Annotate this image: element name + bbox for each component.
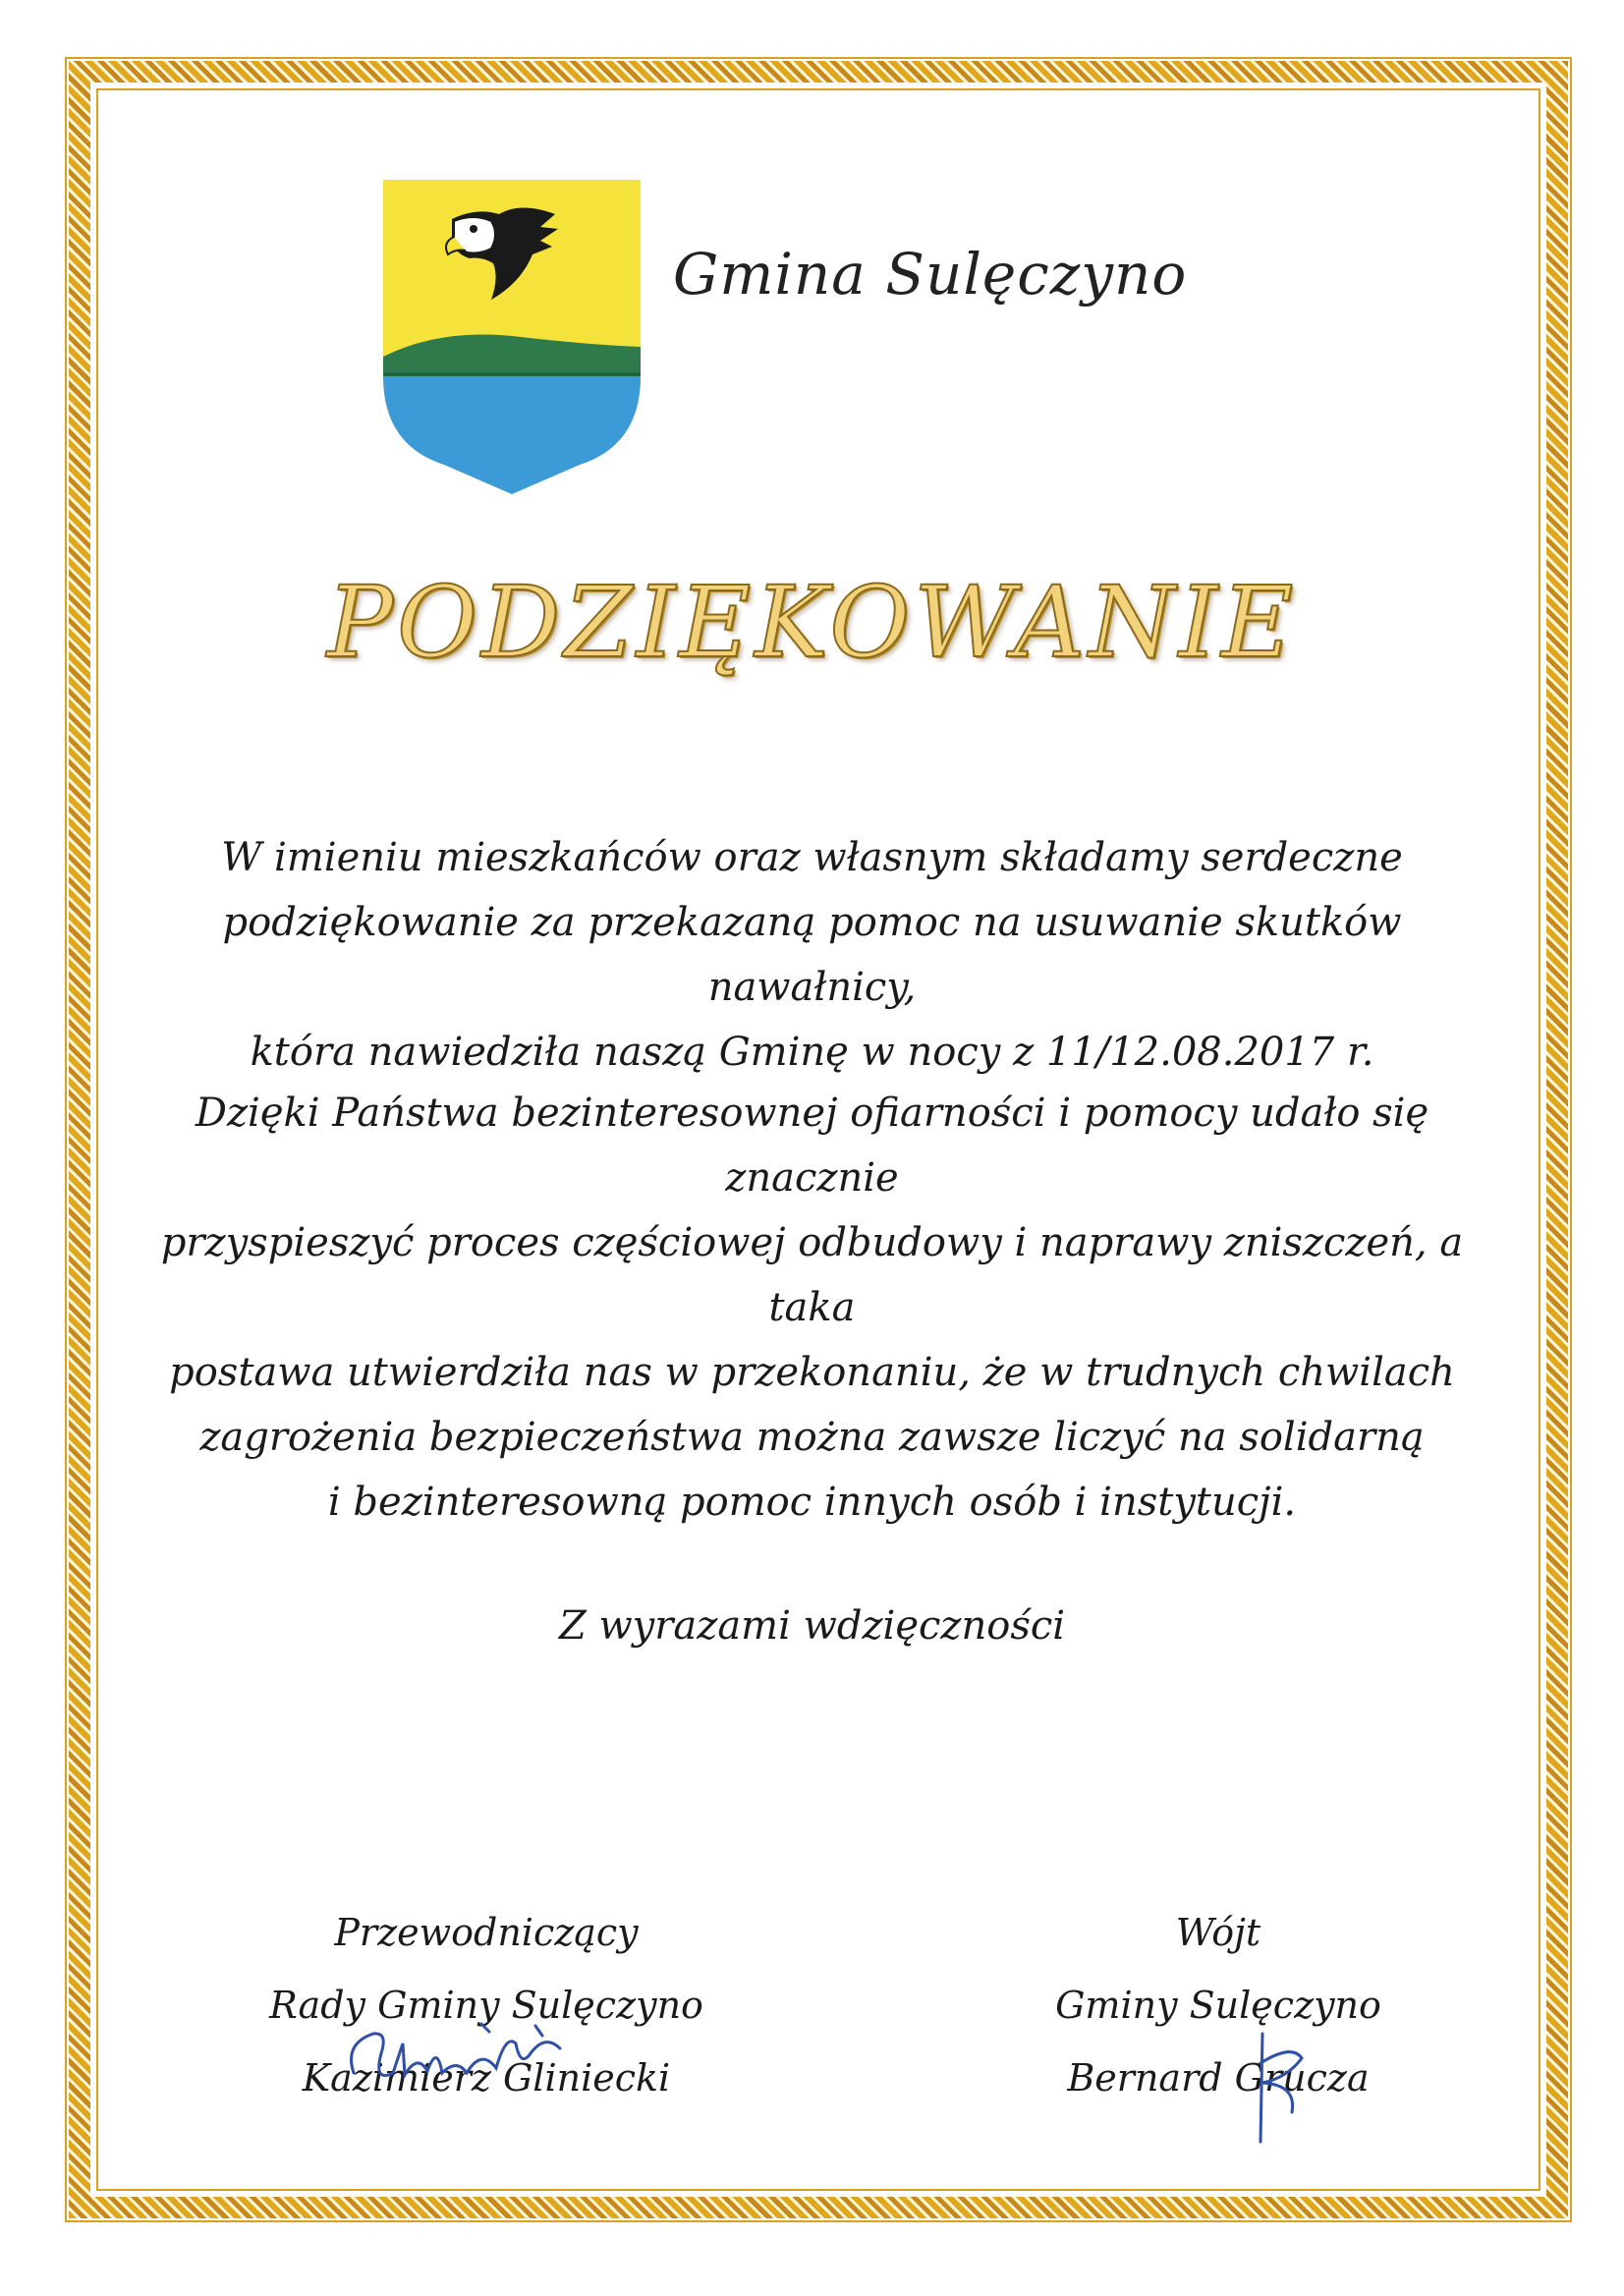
signatory-role: Wójt xyxy=(1175,1911,1261,1954)
paragraph-line: W imieniu mieszkańców oraz własnym składamy serdeczne xyxy=(221,835,1403,880)
coat-of-arms xyxy=(383,180,641,494)
signatory-name: Bernard Grucza xyxy=(1067,2056,1370,2100)
paragraph-2 xyxy=(157,1081,1467,1535)
municipality-name: Gmina Sulęczyno xyxy=(673,241,1188,308)
paragraph-line: podziękowanie za przekazaną pomoc na usuwanie skutków nawałnicy, xyxy=(222,900,1402,1010)
handwritten-signature-gliniecki xyxy=(334,2014,589,2102)
signatory-institution: Gminy Sulęczyno xyxy=(1055,1984,1381,2027)
document-title: PODZIĘKOWANIE xyxy=(326,565,1298,680)
signatory-role: Przewodniczący xyxy=(334,1911,639,1954)
paragraph-line: i bezinteresowną pomoc innych osób i instytucji. xyxy=(327,1480,1297,1525)
handwritten-signature-grucza xyxy=(1233,2024,1321,2152)
signature-block-mayor xyxy=(1012,1896,1425,2114)
paragraph-1 xyxy=(157,825,1467,1085)
paragraph-line: Dzięki Państwa bezinteresownej ofiarności i pomocy udało się znacznie xyxy=(195,1091,1429,1201)
paragraph-line: która nawiedziła naszą Gminę w nocy z 11/12.08.2017 r. xyxy=(250,1030,1374,1075)
signatory-name: Kazimierz Gliniecki xyxy=(302,2056,671,2100)
signatory-institution: Rady Gminy Sulęczyno xyxy=(269,1984,703,2027)
paragraph-line: zagrożenia bezpieczeństwa można zawsze liczyć na solidarną xyxy=(199,1415,1425,1460)
closing-phrase: Z wyrazami wdzięczności xyxy=(558,1603,1066,1649)
paragraph-line: przyspieszyć proces częściowej odbudowy i naprawy zniszczeń, a taka xyxy=(160,1220,1464,1330)
paragraph-line: postawa utwierdziła nas w przekonaniu, że w trudnych chwilach xyxy=(169,1350,1455,1395)
